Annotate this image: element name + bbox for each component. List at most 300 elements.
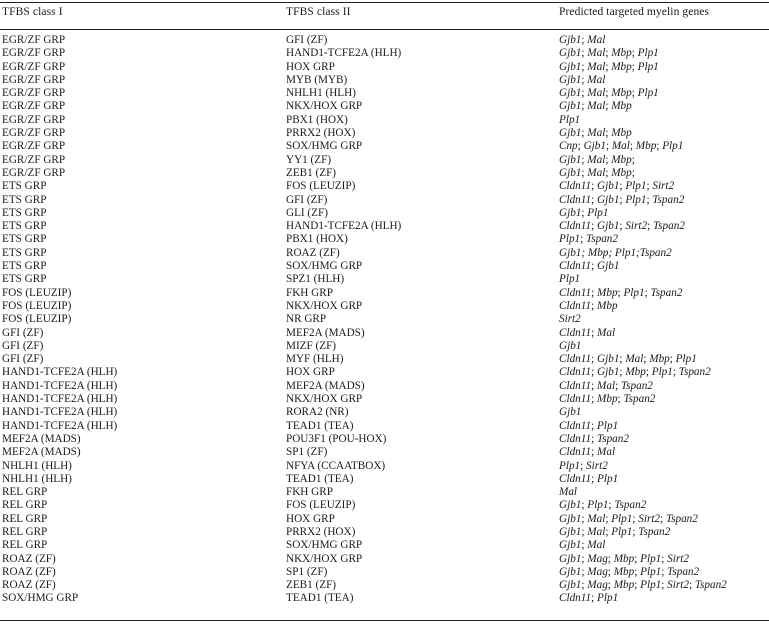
gene-name: Tspan2 — [597, 432, 629, 445]
gene-name: Mal — [587, 539, 606, 552]
table-row — [0, 380, 769, 393]
cell-tfbs-class-1: EGR/ZF GRP — [2, 73, 66, 86]
cell-tfbs-class-1: MEF2A (MADS) — [2, 432, 81, 445]
cell-predicted-genes: Cldn11; Gjb1; Plp1; Tspan2 — [559, 193, 685, 206]
gene-name: Mbp — [611, 153, 632, 166]
gene-name: Gjb1 — [559, 60, 582, 73]
table-row — [0, 154, 769, 167]
cell-tfbs-class-2: NKX/HOX GRP — [286, 100, 363, 113]
header-rule — [0, 29, 769, 30]
cell-predicted-genes: Cldn11; Mbp; Tspan2 — [559, 393, 656, 406]
gene-name: Plp1 — [611, 525, 633, 538]
cell-tfbs-class-1: REL GRP — [2, 525, 48, 538]
gene-name: Mag — [587, 565, 608, 578]
gene-name: Mag — [587, 552, 608, 565]
cell-tfbs-class-1: EGR/ZF GRP — [2, 113, 66, 126]
gene-name: Gjb1 — [559, 539, 582, 552]
gene-name: Cldn11 — [559, 432, 592, 445]
table-row — [0, 194, 769, 207]
table-row — [0, 327, 769, 340]
cell-tfbs-class-1: EGR/ZF GRP — [2, 47, 66, 60]
cell-tfbs-class-2: SPZ1 (HLH) — [286, 273, 345, 286]
cell-tfbs-class-1: ETS GRP — [2, 233, 47, 246]
cell-tfbs-class-2: MEF2A (MADS) — [286, 326, 365, 339]
gene-name: Plp1 — [587, 206, 609, 219]
cell-predicted-genes: Gjb1; Mal — [559, 539, 606, 552]
cell-tfbs-class-2: HOX GRP — [286, 60, 335, 73]
table-row — [0, 433, 769, 446]
cell-predicted-genes: Gjb1; Mal; Mbp — [559, 127, 632, 140]
cell-predicted-genes: Cldn11; Plp1 — [559, 592, 619, 605]
cell-tfbs-class-2: NKX/HOX GRP — [286, 299, 363, 312]
gene-name: Mbp — [625, 366, 646, 379]
cell-predicted-genes: Gjb1; Mal — [559, 34, 606, 46]
gene-name: Gjb1 — [559, 166, 582, 179]
gene-name: Mbp — [611, 127, 632, 140]
gene-name: Cldn11 — [559, 286, 592, 299]
cell-tfbs-class-1: EGR/ZF GRP — [2, 153, 66, 166]
table-row — [0, 114, 769, 127]
table-row — [0, 300, 769, 313]
gene-name: Gjb1 — [559, 579, 582, 592]
cell-tfbs-class-1: FOS (LEUZIP) — [2, 313, 72, 326]
cell-tfbs-class-1: HAND1-TCFE2A (HLH) — [2, 379, 118, 392]
cell-tfbs-class-1: EGR/ZF GRP — [2, 87, 66, 100]
table-row — [0, 553, 769, 566]
cell-predicted-genes — [559, 273, 580, 286]
cell-tfbs-class-1: MEF2A (MADS) — [2, 446, 81, 459]
gene-name: Tspan2 — [614, 499, 647, 512]
cell-predicted-genes: Cldn11; Mal — [559, 446, 616, 459]
cell-tfbs-class-2: NHLH1 (HLH) — [286, 87, 356, 100]
cell-predicted-genes — [559, 486, 577, 499]
gene-name: Plp1 — [625, 180, 647, 193]
cell-tfbs-class-1: EGR/ZF GRP — [2, 166, 66, 179]
gene-name: Mbp — [649, 353, 670, 366]
table-row — [0, 513, 769, 526]
cell-predicted-genes: Gjb1; Mal; Mbp; — [559, 166, 635, 179]
gene-name: Gjb1 — [559, 34, 582, 46]
table-row — [0, 526, 769, 539]
cell-predicted-genes: Gjb1; Mal; Plp1; Sirt2; Tspan2 — [559, 512, 698, 525]
gene-name: Gjb1 — [597, 353, 620, 366]
gene-name: Plp1 — [611, 512, 633, 525]
gene-name: Gjb1 — [559, 100, 582, 113]
table-bottom-rule — [0, 620, 769, 621]
cell-predicted-genes: Gjb1; Mal — [559, 73, 606, 86]
table-row — [0, 353, 769, 366]
gene-name: Sirt2 — [638, 512, 661, 525]
cell-tfbs-class-2: MEF2A (MADS) — [286, 379, 365, 392]
gene-name: Mal — [587, 34, 606, 46]
table-row — [0, 460, 769, 473]
cell-tfbs-class-2: ZEB1 (ZF) — [286, 166, 337, 179]
cell-predicted-genes: Gjb1; Mal; Plp1; Tspan2 — [559, 525, 671, 538]
gene-name: Plp1 — [559, 113, 581, 126]
cell-predicted-genes — [559, 247, 672, 260]
gene-name: Mbp — [611, 87, 632, 100]
gene-name: Plp1 — [597, 592, 619, 605]
gene-name: Cldn11 — [559, 472, 592, 485]
cell-tfbs-class-2: SOX/HMG GRP — [286, 539, 363, 552]
cell-tfbs-class-2: HAND1-TCFE2A (HLH) — [286, 220, 402, 233]
table-row — [0, 127, 769, 140]
gene-name: Mbp — [611, 60, 632, 73]
table-row — [0, 140, 769, 153]
cell-tfbs-class-1: HAND1-TCFE2A (HLH) — [2, 393, 118, 406]
cell-tfbs-class-1: ROAZ (ZF) — [2, 552, 56, 565]
gene-name: Cldn11 — [559, 180, 592, 193]
table-row — [0, 47, 769, 60]
table-row — [0, 313, 769, 326]
cell-predicted-genes: Cldn11; Plp1 — [559, 472, 619, 485]
cell-tfbs-class-2: PRRX2 (HOX) — [286, 127, 356, 140]
table-row — [0, 420, 769, 433]
gene-name: Gjb1 — [597, 220, 620, 233]
cell-tfbs-class-1: EGR/ZF GRP — [2, 127, 66, 140]
cell-tfbs-class-1: ETS GRP — [2, 273, 47, 286]
cell-predicted-genes: Gjb1; Mal; Mbp — [559, 100, 632, 113]
header-tfbs-class-1: TFBS class I — [2, 6, 63, 18]
gene-name: Sirt2 — [667, 579, 689, 592]
gene-name: Cldn11 — [559, 592, 592, 605]
cell-tfbs-class-2: FKH GRP — [286, 286, 333, 299]
gene-name: Mbp — [611, 166, 632, 179]
table-row — [0, 539, 769, 552]
table-row — [0, 340, 769, 353]
cell-tfbs-class-1: HAND1-TCFE2A (HLH) — [2, 406, 118, 419]
gene-name: Tspan2 — [638, 525, 671, 538]
cell-predicted-genes: Cldn11; Gjb1 — [559, 260, 620, 273]
cell-tfbs-class-1: ETS GRP — [2, 246, 47, 259]
cell-predicted-genes: Cldn11; Mbp — [559, 299, 618, 312]
cell-tfbs-class-2: ROAZ (ZF) — [286, 246, 340, 259]
cell-tfbs-class-2: FOS (LEUZIP) — [286, 499, 356, 512]
gene-name: Mal — [587, 47, 606, 60]
cell-predicted-genes: Cldn11; Gjb1; Plp1; Sirt2 — [559, 180, 675, 193]
gene-name: Cldn11 — [559, 326, 592, 339]
gene-name: Sirt2 — [559, 313, 581, 326]
cell-tfbs-class-2: SOX/HMG GRP — [286, 140, 363, 153]
gene-name: Tspan2 — [623, 393, 656, 406]
gene-name: Tspan2 — [650, 286, 683, 299]
cell-tfbs-class-2: GFI (ZF) — [286, 34, 328, 46]
table-row — [0, 233, 769, 246]
gene-name: Plp1 — [597, 419, 619, 432]
cell-tfbs-class-2: MIZF (ZF) — [286, 339, 337, 352]
table-row — [0, 247, 769, 260]
cell-tfbs-class-2: MYB (MYB) — [286, 73, 348, 86]
gene-name: Gjb1 — [597, 193, 620, 206]
gene-name: Plp1 — [640, 552, 662, 565]
gene-name: Cldn11 — [559, 193, 592, 206]
cell-predicted-genes: Cldn11; Gjb1; Mal; Mbp; Plp1 — [559, 353, 697, 366]
cell-tfbs-class-1: ETS GRP — [2, 220, 47, 233]
cell-tfbs-class-1: SOX/HMG GRP — [2, 592, 79, 605]
table-row — [0, 180, 769, 193]
gene-list-suffix: ; — [631, 166, 635, 179]
gene-name: Mbp — [613, 579, 635, 592]
cell-tfbs-class-1: EGR/ZF GRP — [2, 34, 66, 46]
cell-predicted-genes: Gjb1; Mal; Mbp; Plp1 — [559, 47, 659, 60]
gene-name: Plp1 — [640, 579, 662, 592]
cell-predicted-genes: Cldn11; Tspan2 — [559, 432, 629, 445]
cell-tfbs-class-2: TEAD1 (TEA) — [286, 419, 354, 432]
gene-name: Sirt2 — [652, 180, 675, 193]
gene-name: Gjb1 — [559, 512, 582, 525]
gene-name: Gjb1 — [559, 406, 582, 419]
cell-predicted-genes: Cldn11; Mal — [559, 326, 616, 339]
gene-name: Mal — [587, 127, 606, 140]
gene-name: Cldn11 — [559, 299, 592, 312]
gene-name: Cldn11 — [559, 353, 592, 366]
gene-name: Plp1 — [662, 140, 684, 153]
cell-tfbs-class-1: GFI (ZF) — [2, 339, 44, 352]
cell-tfbs-class-2: PRRX2 (HOX) — [286, 525, 356, 538]
gene-name: Plp1 — [675, 353, 697, 366]
cell-predicted-genes: Cldn11; Gjb1; Sirt2; Tspan2 — [559, 220, 685, 233]
gene-name: Mbp — [635, 140, 657, 153]
gene-name: Tspan2 — [667, 565, 700, 578]
cell-predicted-genes — [559, 340, 581, 353]
cell-predicted-genes: Cldn11; Mbp; Plp1; Tspan2 — [559, 286, 683, 299]
cell-predicted-genes — [559, 114, 580, 127]
gene-list: Gjb1; Mbp; Plp1;Tspan2 — [559, 246, 672, 259]
table-row — [0, 499, 769, 512]
gene-name: Tspan2 — [694, 579, 727, 592]
cell-predicted-genes: Plp1; Sirt2 — [559, 459, 608, 472]
gene-name: Gjb1 — [559, 47, 582, 60]
table-row — [0, 446, 769, 459]
gene-name: Mbp — [611, 47, 632, 60]
gene-name: Sirt2 — [625, 220, 648, 233]
cell-predicted-genes: Gjb1; Plp1; Tspan2 — [559, 499, 647, 512]
cell-tfbs-class-2: NR GRP — [286, 313, 327, 326]
cell-tfbs-class-2: MYF (HLH) — [286, 353, 344, 366]
table-row — [0, 61, 769, 74]
gene-name: Mbp — [597, 393, 618, 406]
gene-name: Gjb1 — [559, 552, 582, 565]
table-row — [0, 592, 769, 605]
cell-tfbs-class-1: HAND1-TCFE2A (HLH) — [2, 366, 118, 379]
gene-name: Mbp — [611, 100, 632, 113]
cell-tfbs-class-2: RORA2 (NR) — [286, 406, 349, 419]
gene-name: Plp1 — [625, 193, 647, 206]
gene-name: Gjb1 — [559, 499, 582, 512]
gene-name: Mal — [625, 353, 644, 366]
gene-name: Cldn11 — [559, 366, 592, 379]
cell-predicted-genes: Cnp; Gjb1; Mal; Mbp; Plp1 — [559, 140, 684, 153]
cell-tfbs-class-1: FOS (LEUZIP) — [2, 286, 72, 299]
gene-name: Gjb1 — [597, 180, 620, 193]
cell-tfbs-class-1: NHLH1 (HLH) — [2, 459, 72, 472]
cell-tfbs-class-1: ROAZ (ZF) — [2, 565, 56, 578]
gene-name: Mal — [587, 525, 606, 538]
cell-tfbs-class-1: REL GRP — [2, 499, 48, 512]
cell-predicted-genes: Cldn11; Mal; Tspan2 — [559, 379, 653, 392]
cell-tfbs-class-2: PBX1 (HOX) — [286, 113, 348, 126]
cell-tfbs-class-1: EGR/ZF GRP — [2, 100, 66, 113]
gene-name: Tspan2 — [620, 379, 653, 392]
gene-name: Tspan2 — [652, 193, 685, 206]
cell-predicted-genes: Gjb1; Mal; Mbp; Plp1 — [559, 87, 659, 100]
gene-name: Sirt2 — [667, 552, 689, 565]
cell-predicted-genes: Cldn11; Plp1 — [559, 419, 619, 432]
gene-name: Plp1 — [651, 366, 673, 379]
gene-name: Mal — [587, 73, 606, 86]
gene-name: Gjb1 — [559, 565, 582, 578]
cell-tfbs-class-1: REL GRP — [2, 512, 48, 525]
gene-name: Mal — [587, 60, 606, 73]
header-tfbs-class-2: TFBS class II — [286, 6, 351, 18]
cell-tfbs-class-2: NFYA (CCAATBOX) — [286, 459, 386, 472]
cell-predicted-genes: Gjb1; Mag; Mbp; Plp1; Sirt2; Tspan2 — [559, 579, 727, 592]
table-row — [0, 273, 769, 286]
cell-tfbs-class-1: REL GRP — [2, 486, 48, 499]
cell-tfbs-class-1: REL GRP — [2, 539, 48, 552]
gene-name: Mbp — [613, 565, 635, 578]
cell-tfbs-class-2: GFI (ZF) — [286, 193, 328, 206]
gene-name: Cldn11 — [559, 393, 592, 406]
gene-name: Plp1 — [640, 565, 662, 578]
table-row — [0, 566, 769, 579]
cell-tfbs-class-1: EGR/ZF GRP — [2, 60, 66, 73]
table-row — [0, 473, 769, 486]
cell-tfbs-class-1: GFI (ZF) — [2, 326, 44, 339]
gene-name: Gjb1 — [559, 525, 582, 538]
table-row — [0, 260, 769, 273]
cell-tfbs-class-1: ETS GRP — [2, 260, 47, 273]
table-row — [0, 406, 769, 419]
cell-tfbs-class-2: SP1 (ZF) — [286, 565, 328, 578]
gene-name: Mag — [587, 579, 608, 592]
gene-name: Mal — [597, 326, 616, 339]
cell-tfbs-class-2: FOS (LEUZIP) — [286, 180, 356, 193]
cell-tfbs-class-1: GFI (ZF) — [2, 353, 44, 366]
cell-tfbs-class-2: HAND1-TCFE2A (HLH) — [286, 47, 402, 60]
cell-tfbs-class-1: EGR/ZF GRP — [2, 140, 66, 153]
gene-name: Plp1 — [587, 499, 609, 512]
gene-list-suffix: ; — [631, 153, 635, 166]
gene-name: Plp1 — [637, 87, 659, 100]
cell-predicted-genes: Gjb1; Mag; Mbp; Plp1; Sirt2 — [559, 552, 689, 565]
gene-name: Mal — [611, 140, 630, 153]
cell-tfbs-class-2: YY1 (ZF) — [286, 153, 332, 166]
gene-name: Cldn11 — [559, 220, 592, 233]
gene-name: Tspan2 — [665, 512, 698, 525]
header-predicted-genes: Predicted targeted myelin genes — [559, 6, 710, 18]
cell-predicted-genes: Gjb1; Mal; Mbp; Plp1 — [559, 60, 659, 73]
gene-name: Mbp — [597, 286, 618, 299]
cell-tfbs-class-1: ETS GRP — [2, 193, 47, 206]
cell-predicted-genes: Gjb1; Plp1 — [559, 206, 609, 219]
gene-name: Mal — [587, 512, 606, 525]
cell-tfbs-class-1: NHLH1 (HLH) — [2, 472, 72, 485]
gene-name: Mal — [587, 166, 606, 179]
table-row — [0, 579, 769, 592]
table-row — [0, 220, 769, 233]
table-row — [0, 287, 769, 300]
cell-tfbs-class-2: HOX GRP — [286, 512, 335, 525]
gene-name: Plp1 — [559, 459, 581, 472]
gene-name: Sirt2 — [586, 459, 608, 472]
gene-name: Gjb1 — [559, 87, 582, 100]
cell-predicted-genes: Gjb1; Mal; Mbp; — [559, 153, 635, 166]
cell-tfbs-class-1: ETS GRP — [2, 206, 47, 219]
gene-name: Gjb1 — [559, 339, 582, 352]
gene-name: Gjb1 — [559, 206, 582, 219]
gene-name: Mbp — [597, 299, 618, 312]
cell-tfbs-class-2: GLI (ZF) — [286, 206, 328, 219]
gene-name: Mal — [587, 153, 606, 166]
table-row — [0, 74, 769, 87]
gene-name: Mal — [597, 446, 616, 459]
table-row — [0, 87, 769, 100]
gene-name: Plp1 — [623, 286, 645, 299]
gene-name: Cldn11 — [559, 260, 592, 273]
cell-tfbs-class-2: NKX/HOX GRP — [286, 552, 363, 565]
gene-name: Plp1 — [559, 273, 581, 286]
gene-name: Tspan2 — [678, 366, 711, 379]
gene-name: Tspan2 — [586, 233, 618, 246]
gene-name: Gjb1 — [597, 260, 620, 273]
gene-name: Mbp — [613, 552, 635, 565]
gene-name: Cnp — [559, 140, 578, 153]
table-row — [0, 207, 769, 220]
gene-name: Tspan2 — [652, 220, 685, 233]
cell-tfbs-class-2: TEAD1 (TEA) — [286, 592, 354, 605]
gene-name: Mal — [587, 100, 606, 113]
cell-predicted-genes: Gjb1; Mag; Mbp; Plp1; Tspan2 — [559, 565, 700, 578]
cell-tfbs-class-2: NKX/HOX GRP — [286, 393, 363, 406]
gene-name: Plp1 — [559, 233, 581, 246]
table-row — [0, 34, 769, 47]
table-row — [0, 167, 769, 180]
gene-name: Cldn11 — [559, 379, 592, 392]
gene-name: Plp1 — [597, 472, 619, 485]
gene-name: Mal — [587, 87, 606, 100]
gene-name: Plp1 — [637, 47, 659, 60]
cell-predicted-genes — [559, 406, 581, 419]
cell-tfbs-class-2: SP1 (ZF) — [286, 446, 328, 459]
cell-tfbs-class-2: FKH GRP — [286, 486, 333, 499]
gene-name: Gjb1 — [559, 153, 582, 166]
cell-predicted-genes: Plp1; Tspan2 — [559, 233, 618, 246]
table-row — [0, 366, 769, 379]
cell-predicted-genes — [559, 313, 581, 326]
cell-tfbs-class-2: HOX GRP — [286, 366, 335, 379]
cell-tfbs-class-1: HAND1-TCFE2A (HLH) — [2, 419, 118, 432]
cell-tfbs-class-2: ZEB1 (ZF) — [286, 579, 337, 592]
gene-name: Cldn11 — [559, 419, 592, 432]
gene-name: Gjb1 — [559, 73, 582, 86]
gene-name: Cldn11 — [559, 446, 592, 459]
table-top-rule — [0, 2, 769, 3]
cell-tfbs-class-1: ETS GRP — [2, 180, 47, 193]
gene-name: Gjb1 — [559, 127, 582, 140]
cell-predicted-genes: Cldn11; Gjb1; Mbp; Plp1; Tspan2 — [559, 366, 711, 379]
cell-tfbs-class-2: POU3F1 (POU-HOX) — [286, 432, 387, 445]
table-row — [0, 393, 769, 406]
gene-name: Gjb1 — [597, 366, 620, 379]
cell-tfbs-class-2: PBX1 (HOX) — [286, 233, 348, 246]
table-body — [0, 34, 769, 606]
gene-name: Mal — [559, 486, 578, 499]
table-row — [0, 100, 769, 113]
gene-name: Mal — [597, 379, 616, 392]
cell-tfbs-class-2: TEAD1 (TEA) — [286, 472, 354, 485]
cell-tfbs-class-1: ROAZ (ZF) — [2, 579, 56, 592]
